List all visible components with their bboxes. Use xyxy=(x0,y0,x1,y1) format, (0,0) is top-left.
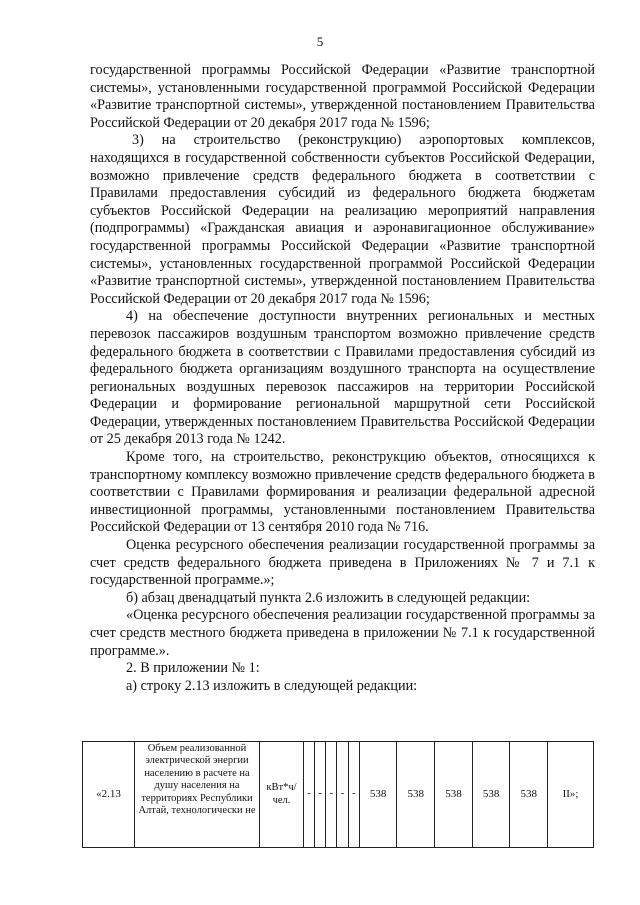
paragraph-additional-funding: Кроме того, на строительство, реконструкцию объектов, относящихся к транспортному комплексу возможно привлечение средств федерального бюджета в соответствии с Правилами формирования и реализации федеральной адресной инвестиционной программы, установленными постановлением Правительства Российской Федерации от 13 сентября 2010 года № 716. xyxy=(90,449,595,536)
paragraph-continuation: государственной программы Российской Федерации «Развитие транспортной системы», установленными государственной программой Российской Федерации «Развитие транспортной системы», утвержденной постановлением Правительства Российской Федерации от 20 декабря 2017 года № 1596; xyxy=(90,62,595,131)
dash-cell: - xyxy=(315,742,326,848)
document-body xyxy=(90,62,595,695)
paragraph-local-assessment: «Оценка ресурсного обеспечения реализации государственной программы за счет средств местного бюджета приведена в приложении № 7.1 к государственной программе.». xyxy=(90,607,595,659)
end-cell: II»; xyxy=(548,742,594,848)
row-number-cell: «2.13 xyxy=(83,742,135,848)
dash-cell: - xyxy=(303,742,314,848)
value-cell: 538 xyxy=(397,742,435,848)
indicator-table xyxy=(82,741,594,848)
value-cell: 538 xyxy=(435,742,473,848)
value-cell: 538 xyxy=(359,742,397,848)
paragraph-amendment-a: а) строку 2.13 изложить в следующей редакции: xyxy=(126,677,418,694)
indicator-name-cell: Объем реализованной электрической энергии населению в расчете на душу населения на территориях Республики Алтай, технологически не xyxy=(134,742,259,848)
table-row xyxy=(83,742,594,848)
dash-cell: - xyxy=(348,742,359,848)
page-number: 5 xyxy=(316,34,324,49)
dash-cell: - xyxy=(326,742,337,848)
paragraph-amendment-b: б) абзац двенадцатый пункта 2.6 изложить в следующей редакции: xyxy=(126,589,531,606)
paragraph-federal-assessment: Оценка ресурсного обеспечения реализации государственной программы за счет средств федерального бюджета приведена в Приложениях № 7 и 7.1 к государственной программе.»; xyxy=(90,537,595,589)
value-cell: 538 xyxy=(472,742,510,848)
paragraph-appendix-1: 2. В приложении № 1: xyxy=(126,660,260,677)
unit-cell: кВт*ч/ чел. xyxy=(260,742,304,848)
value-cell: 538 xyxy=(510,742,548,848)
paragraph-item-4: 4) на обеспечение доступности внутренних региональных и местных перевозок пассажиров воздушным транспортом возможно привлечение средств федерального бюджета в соответствии с Правилами предоставления субсидий из федерального бюджета организациям воздушного транспорта на осуществление региональных воздушных перевозок пассажиров на территории Российской Федерации и формирование региональной маршрутной сети Российской Федерации, утвержденных постановлением Правительства Российской Федерации от 25 декабря 2013 года № 1242. xyxy=(90,308,595,448)
paragraph-item-3: 3) на строительство (реконструкцию) аэропортовых комплексов, находящихся в государственной собственности субъектов Российской Федерации, возможно привлечение средств федерального бюджета в соответствии с Правилами предоставления субсидий из федерального бюджета бюджетам субъектов Российской Федерации на реализацию мероприятий направления (подпрограммы) «Гражданская авиация и аэронавигационное обслуживание» государственной программы Российской Федерации «Развитие транспортной системы», установленных государственной программой Российской Федерации «Развитие транспортной системы», утвержденной постановлением Правительства Российской Федерации от 20 декабря 2017 года № 1596; xyxy=(90,132,595,307)
dash-cell: - xyxy=(337,742,348,848)
